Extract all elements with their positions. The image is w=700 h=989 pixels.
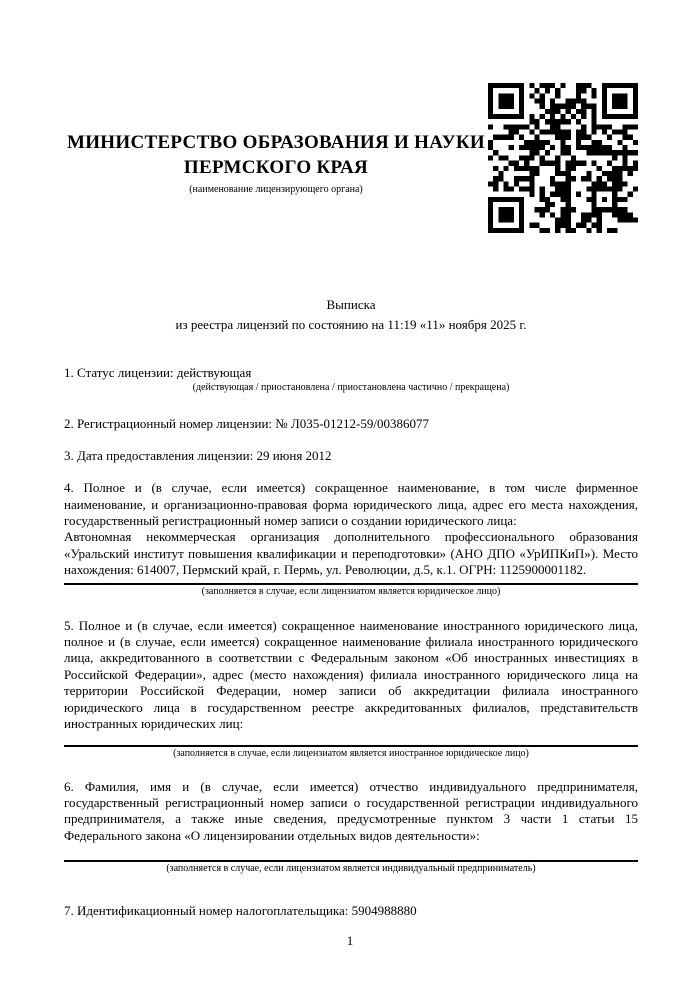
license-status-text: 1. Статус лицензии: действующая bbox=[64, 365, 252, 380]
legal-entity-value: Автономная некоммерческая организация дополнительного профессионального образования «Уральский институт повышения квалификации и переподготовки» (АНО ДПО «УрИПКиП»). Место нахождения: 614007, Пермский край, г. Пермь, ул. Революции, д.5, к.1. ОГРН: 1125900001182. bbox=[64, 529, 638, 578]
item-taxpayer-number bbox=[64, 903, 638, 919]
item-foreign-entity bbox=[64, 618, 638, 760]
foreign-entity-prompt: 5. Полное и (в случае, если имеется) сокращенное наименование иностранного юридического лица, полное и (в случае, если имеется) сокращенное наименование филиала иностранного юридического лица, аккредитованного в соответствии с Федеральным законом «Об иностранных инвестициях в Российской Федерации», адрес (место нахождения) филиала иностранного юридического лица на территории Российской Федерации, номер записи об аккредитации филиала иностранного юридического лица в государственном реестре аккредитованных филиалов, представительств иностранных юридических лиц: bbox=[64, 617, 638, 732]
ministry-name-line2: ПЕРМСКОГО КРАЯ bbox=[183, 157, 369, 178]
ministry-name-line1: МИНИСТЕРСТВО ОБРАЗОВАНИЯ И НАУКИ bbox=[66, 132, 486, 153]
page-number: 1 bbox=[346, 932, 354, 948]
licensing-authority-block bbox=[64, 83, 488, 196]
qr-code-icon bbox=[488, 83, 638, 233]
foreign-entity-caption: (заполняется в случае, если лицензиатом является иностранное юридическое лицо) bbox=[173, 747, 529, 759]
ministry-caption: (наименование лицензирующего органа) bbox=[189, 184, 363, 195]
item-grant-date bbox=[64, 448, 638, 464]
document-header bbox=[64, 83, 638, 233]
item-entrepreneur bbox=[64, 779, 638, 876]
document-title: Выписка bbox=[326, 297, 376, 312]
legal-entity-prompt: 4. Полное и (в случае, если имеется) сокращенное наименование, в том числе фирменное наименование, и организационно-правовая форма юридического лица, адрес его места нахождения, государственный регистрационный номер записи о создании юридического лица: bbox=[64, 480, 638, 529]
document-subtitle: из реестра лицензий по состоянию на 11:19 «11» ноября 2025 г. bbox=[175, 317, 527, 332]
grant-date-text: 3. Дата предоставления лицензии: 29 июня 2012 bbox=[64, 447, 332, 463]
registration-number-text: 2. Регистрационный номер лицензии: № Л035-01212-59/00386077 bbox=[64, 416, 430, 432]
entrepreneur-prompt: 6. Фамилия, имя и (в случае, если имеется) отчество индивидуального предпринимателя, государственный регистрационный номер записи о государственной регистрации индивидуального предпринимателя, а также иные сведения, предусмотренные пунктом 3 части 1 статьи 15 Федерального закона «О лицензировании отдельных видов деятельности»: bbox=[64, 778, 638, 843]
legal-entity-caption: (заполняется в случае, если лицензиатом является юридическое лицо) bbox=[201, 585, 501, 597]
item-license-status bbox=[64, 365, 638, 394]
license-status-caption: (действующая / приостановлена / приостановлена частично / прекращена) bbox=[192, 382, 510, 394]
item-legal-entity bbox=[64, 480, 638, 597]
item-registration-number bbox=[64, 416, 638, 432]
document-title-block bbox=[64, 295, 638, 335]
entrepreneur-caption: (заполняется в случае, если лицензиатом является индивидуальный предприниматель) bbox=[166, 863, 536, 875]
taxpayer-number-text: 7. Идентификационный номер налогоплательщика: 5904988880 bbox=[64, 903, 417, 919]
